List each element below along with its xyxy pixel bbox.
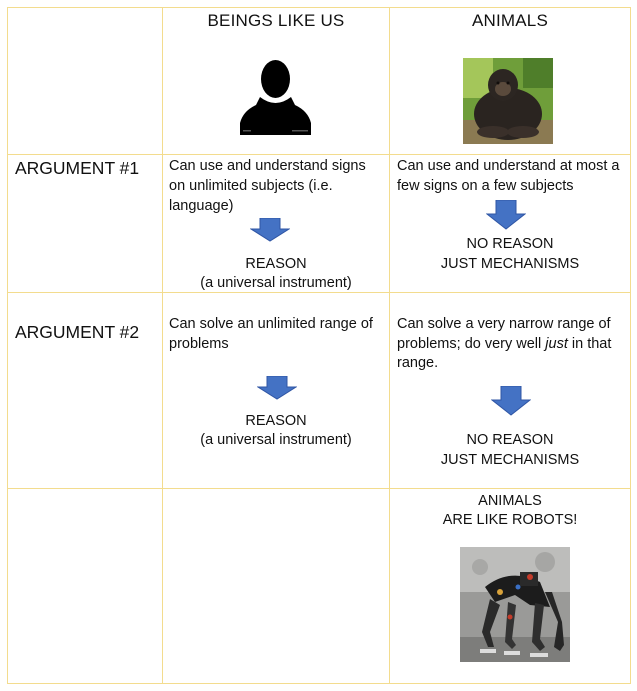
argument-1-beings-line-3: language)	[169, 198, 234, 214]
argument-2-beings-result-line-1: REASON	[245, 413, 307, 429]
column-header-beings: BEINGS LIKE US	[207, 11, 345, 30]
down-arrow-icon	[257, 376, 297, 400]
argument-1-animals-result-line-2: JUST MECHANISMS	[440, 256, 580, 272]
column-header-animals: ANIMALS	[471, 11, 549, 30]
person-silhouette-icon	[240, 57, 311, 135]
grid-line	[7, 7, 631, 8]
argument-1-animals-line-1: Can use and understand at most a	[397, 158, 620, 174]
argument-1-animals-line-2: few signs on a few subjects	[397, 178, 574, 194]
grid-line	[7, 488, 631, 489]
argument-1-animals-result-line-1: NO REASON	[466, 236, 554, 252]
argument-2-beings-line-2: problems	[169, 336, 229, 352]
grid-line	[7, 154, 631, 155]
argument-2-animals-emphasis: just	[545, 336, 568, 352]
argument-1-label: ARGUMENT #1	[15, 158, 140, 178]
argument-1-beings-result-line-1: REASON	[245, 256, 307, 272]
robot-photo	[460, 547, 570, 662]
grid-line	[630, 7, 631, 684]
grid-line	[162, 7, 163, 684]
argument-2-animals-line-2-tail: in that	[567, 336, 612, 352]
down-arrow-icon	[486, 200, 526, 230]
argument-2-beings-result-line-2: (a universal instrument)	[200, 432, 352, 448]
argument-1-beings-line-2: on unlimited subjects (i.e.	[169, 178, 333, 194]
down-arrow-icon	[491, 386, 531, 416]
argument-2-beings-line-1: Can solve an unlimited range of	[169, 316, 373, 332]
argument-1-beings-line-1: Can use and understand signs	[169, 158, 366, 174]
down-arrow-icon	[250, 218, 290, 242]
argument-1-beings-result-line-2: (a universal instrument)	[200, 275, 352, 291]
argument-2-animals-line-1: Can solve a very narrow range of	[397, 316, 611, 332]
conclusion-line-2: ARE LIKE ROBOTS!	[442, 512, 578, 528]
argument-2-animals-result-line-2: JUST MECHANISMS	[440, 452, 580, 468]
argument-2-label: ARGUMENT #2	[15, 322, 140, 342]
grid-line	[7, 683, 631, 684]
grid-line	[389, 7, 390, 684]
gorilla-photo	[463, 58, 553, 144]
argument-2-animals-line-2	[397, 334, 611, 354]
argument-2-animals-line-2-text: problems; do very well	[397, 336, 546, 352]
grid-line	[7, 7, 8, 684]
argument-2-animals-result-line-1: NO REASON	[466, 432, 554, 448]
conclusion-line-1: ANIMALS	[478, 493, 542, 509]
argument-2-animals-line-3: range.	[397, 355, 439, 371]
